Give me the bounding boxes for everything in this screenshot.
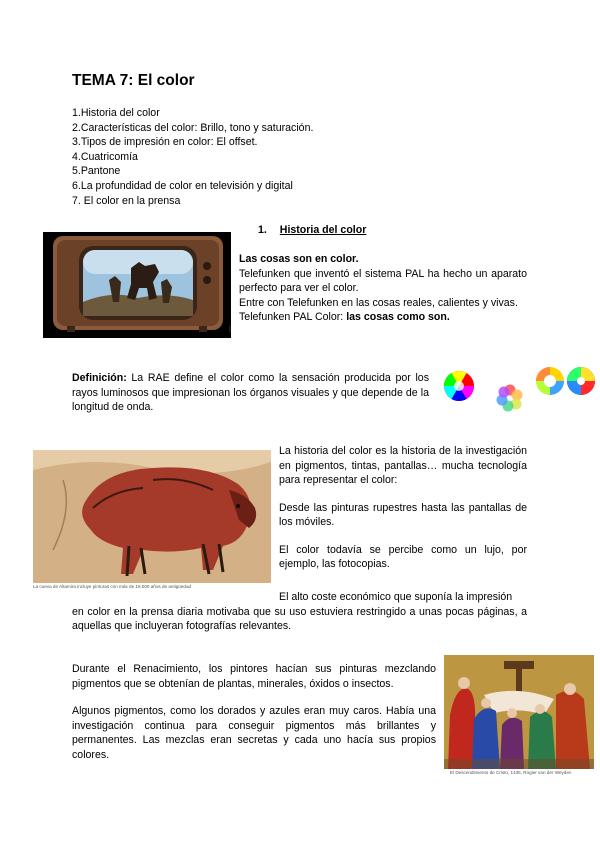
section-title: Historia del color	[279, 224, 367, 236]
toc-item: 7. El color en la prensa	[72, 194, 181, 207]
section-number: 1.	[258, 224, 267, 236]
press-cost-line1: El alto coste económico que suponía la impresión	[279, 591, 513, 603]
painting-illustration	[444, 655, 594, 769]
press-cost-rest: en color en la prensa diaria motivaba que su uso estuviera restringido a unas pocas páginas, a aquellas que incluyeran fotografías relevantes.	[72, 605, 527, 632]
altamira-bison-image	[33, 450, 271, 583]
tv-illustration	[43, 232, 231, 338]
image-edge-mark: |	[229, 326, 231, 333]
definition-text: La RAE define el color como la sensación producida por los rayos luminosos que impresionan los órganos visuales y que depende de la longitud de onda.	[72, 372, 429, 413]
history-paragraph: La historia del color es la historia de la investigación en pigmentos, tintas, pantallas… mucha tecnología para representar el color:	[279, 445, 527, 486]
bison-caption: La cueva de Altamira incluye pinturas con más de 18.000 años de antigüedad	[33, 584, 192, 589]
renaissance-text	[72, 662, 436, 775]
telefunken-text	[239, 252, 527, 325]
toc-item: 6.La profundidad de color en televisión y digital	[72, 179, 293, 192]
toc-item: 2.Características del color: Brillo, tono y saturación.	[72, 121, 314, 134]
press-cost-text	[72, 590, 527, 634]
bison-illustration	[33, 450, 271, 583]
toc-item: 3.Tipos de impresión en color: El offset.	[72, 136, 258, 149]
telefunken-tv-image	[43, 232, 231, 338]
page-title: TEMA 7: El color	[72, 72, 195, 89]
painting-caption: El Descendimiento de Cristo, 1435, Rogier van der Weyden	[450, 770, 572, 775]
history-paragraph: El color todavía se percibe como un lujo, por ejemplo, las fotocopias.	[279, 543, 527, 570]
color-wheels-illustration	[440, 365, 600, 417]
definition-paragraph	[72, 371, 429, 415]
toc-item: 4.Cuatricomía	[72, 150, 138, 163]
toc-item: 1.Historia del color	[72, 107, 160, 119]
block1-slogan-prefix: Telefunken PAL Color:	[239, 311, 347, 323]
section-heading	[258, 224, 366, 236]
table-of-contents	[72, 106, 313, 208]
definition-label: Definición:	[72, 372, 127, 384]
renaissance-painting-image	[444, 655, 594, 769]
block1-heading: Las cosas son en color.	[239, 253, 359, 265]
block1-paragraph: Entre con Telefunken en las cosas reales, calientes y vivas.	[239, 296, 518, 309]
history-text	[279, 444, 527, 585]
history-paragraph: Desde las pinturas rupestres hasta las pantallas de los móviles.	[279, 501, 527, 528]
block1-slogan-bold: las cosas como son.	[346, 311, 450, 323]
block1-paragraph: Telefunken que inventó el sistema PAL ha hecho un aparato perfecto para ver el color.	[239, 267, 527, 294]
toc-item: 5.Pantone	[72, 165, 121, 178]
renaissance-paragraph: Algunos pigmentos, como los dorados y azules eran muy caros. Había una investigación continua para conseguir pigmentos más brillantes y permanentes. Las mezclas eran secretas y cada uno hacía sus propios colores.	[72, 705, 436, 761]
color-wheels-image	[440, 365, 600, 417]
renaissance-paragraph: Durante el Renacimiento, los pintores hacían sus pinturas mezclando pigmentos que se obtenían de plantas, minerales, óxidos o insectos.	[72, 663, 436, 690]
